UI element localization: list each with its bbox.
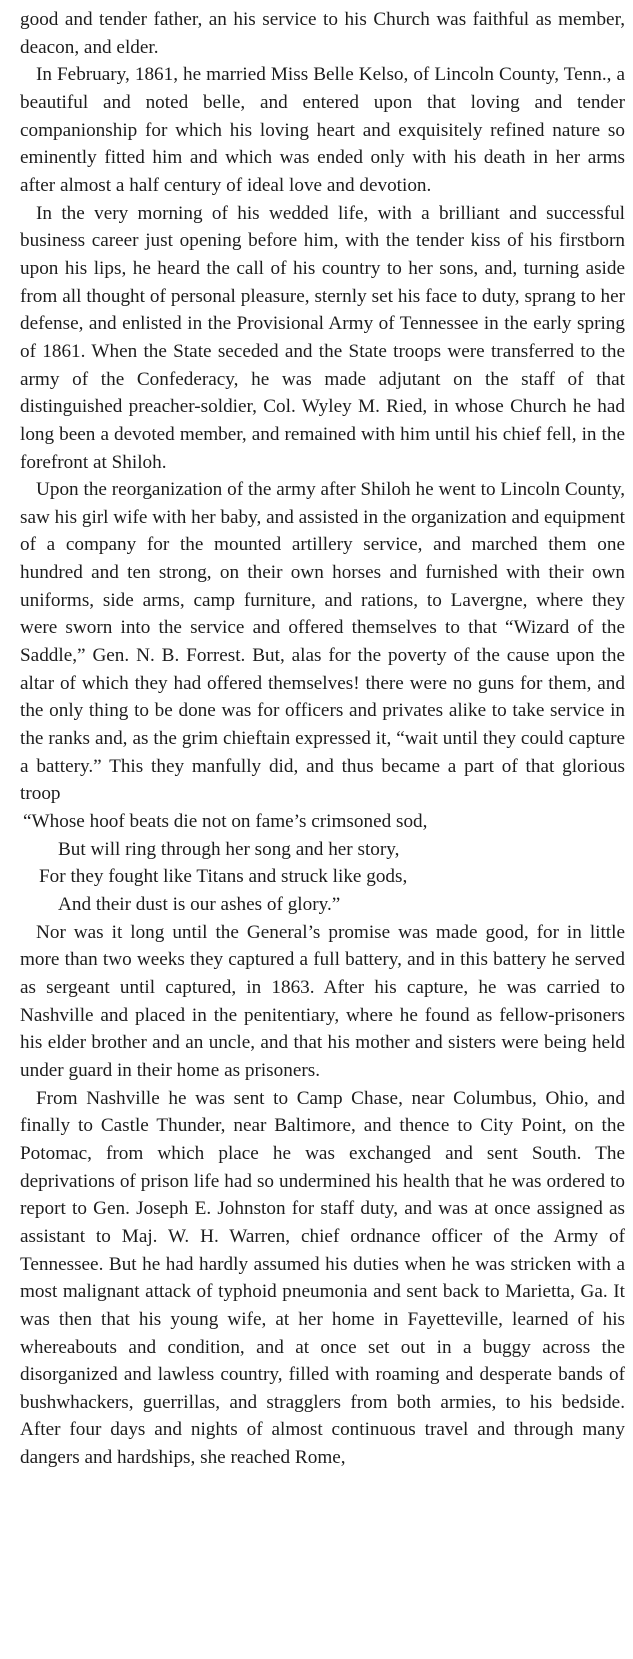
verse-line: But will ring through her song and her story,	[58, 838, 400, 860]
paragraph-reorganization: Upon the reorganization of the army after Shiloh he went to Lincoln County, saw his girl wife with her baby, and assisted in the organization and equipment of a company for the mounted artillery service, and marched them one hundred and ten strong, on their own horses and furnished with their own uniforms, side arms, camp furniture, and rations, to Lavergne, where they were sworn into the service and offered themselves to that “Wizard of the Saddle,” Gen. N. B. Forrest. But, alas for the poverty of the cause upon the altar of which they had offered themselves! there were no guns for them, and the only thing to be done was for officers and privates alike to take service in the ranks and, as the grim chieftain expressed it, “wait until they could capture a battery.” This they manfully did, and thus became a part of that glorious troop	[20, 479, 625, 805]
paragraph-capture: Nor was it long until the General’s promise was made good, for in little more than two weeks they captured a full battery, and in this battery he served as sergeant until captured, in 1863. After his capture, he was carried to Nashville and placed in the penitentiary, where he found as fellow-prisoners his elder brother and an uncle, and that his mother and sisters were being held under guard in their home as prisoners.	[20, 921, 625, 1081]
verse-line: And their dust is our ashes of glory.”	[58, 894, 341, 915]
verse-line: For they fought like Titans and struck like gods,	[39, 866, 408, 888]
paragraph-prison: From Nashville he was sent to Camp Chase, near Columbus, Ohio, and finally to Castle Thunder, near Baltimore, and thence to City Point, on the Potomac, from which place he was exchanged and sent South. The deprivations of prison life had so undermined his health that he was ordered to report to Gen. Joseph E. Johnston for staff duty, and was at once assigned as assistant to Maj. W. H. Warren, chief ordnance officer of the Army of Tennessee. But he had hardly assumed his duties when he was stricken with a most malignant attack of typhoid pneumonia and sent back to Marietta, Ga. It was then that his young wife, at her home in Fayetteville, learned of his whereabouts and condition, and at once set out in a buggy across the disorganized and lawless country, filled with roaming and desperate bands of bushwhackers, guerrillas, and stragglers from both armies, to his bedside. After four days and nights of almost continuous travel and through many dangers and hardships, she reached Rome,	[20, 1087, 625, 1469]
verse-line: “Whose hoof beats die not on fame’s crimsoned sod,	[23, 811, 428, 833]
paragraph-marriage: In February, 1861, he married Miss Belle Kelso, of Lincoln County, Tenn., a beautiful and noted belle, and entered upon that loving and tender companionship for which his loving heart and exquisitely refined nature so eminently fitted him and which was ended only with his death in her arms after almost a half century of ideal love and devotion.	[20, 64, 625, 196]
verse-quote	[20, 808, 625, 919]
paragraph-continued: good and tender father, an his service to his Church was faithful as member, deacon, and elder.	[20, 9, 625, 58]
paragraph-enlistment: In the very morning of his wedded life, with a brilliant and successful business career just opening before him, with the tender kiss of his firstborn upon his lips, he heard the call of his country to her sons, and, turning aside from all thought of personal pleasure, sternly set his face to duty, sprang to her defense, and enlisted in the Provisional Army of Tennessee in the early spring of 1861. When the State seceded and the State troops were transferred to the army of the Confederacy, he was made adjutant on the staff of that distinguished preacher-soldier, Col. Wyley M. Ried, in whose Church he had long been a devoted member, and remained with him until his chief fell, in the forefront at Shiloh.	[20, 202, 625, 473]
